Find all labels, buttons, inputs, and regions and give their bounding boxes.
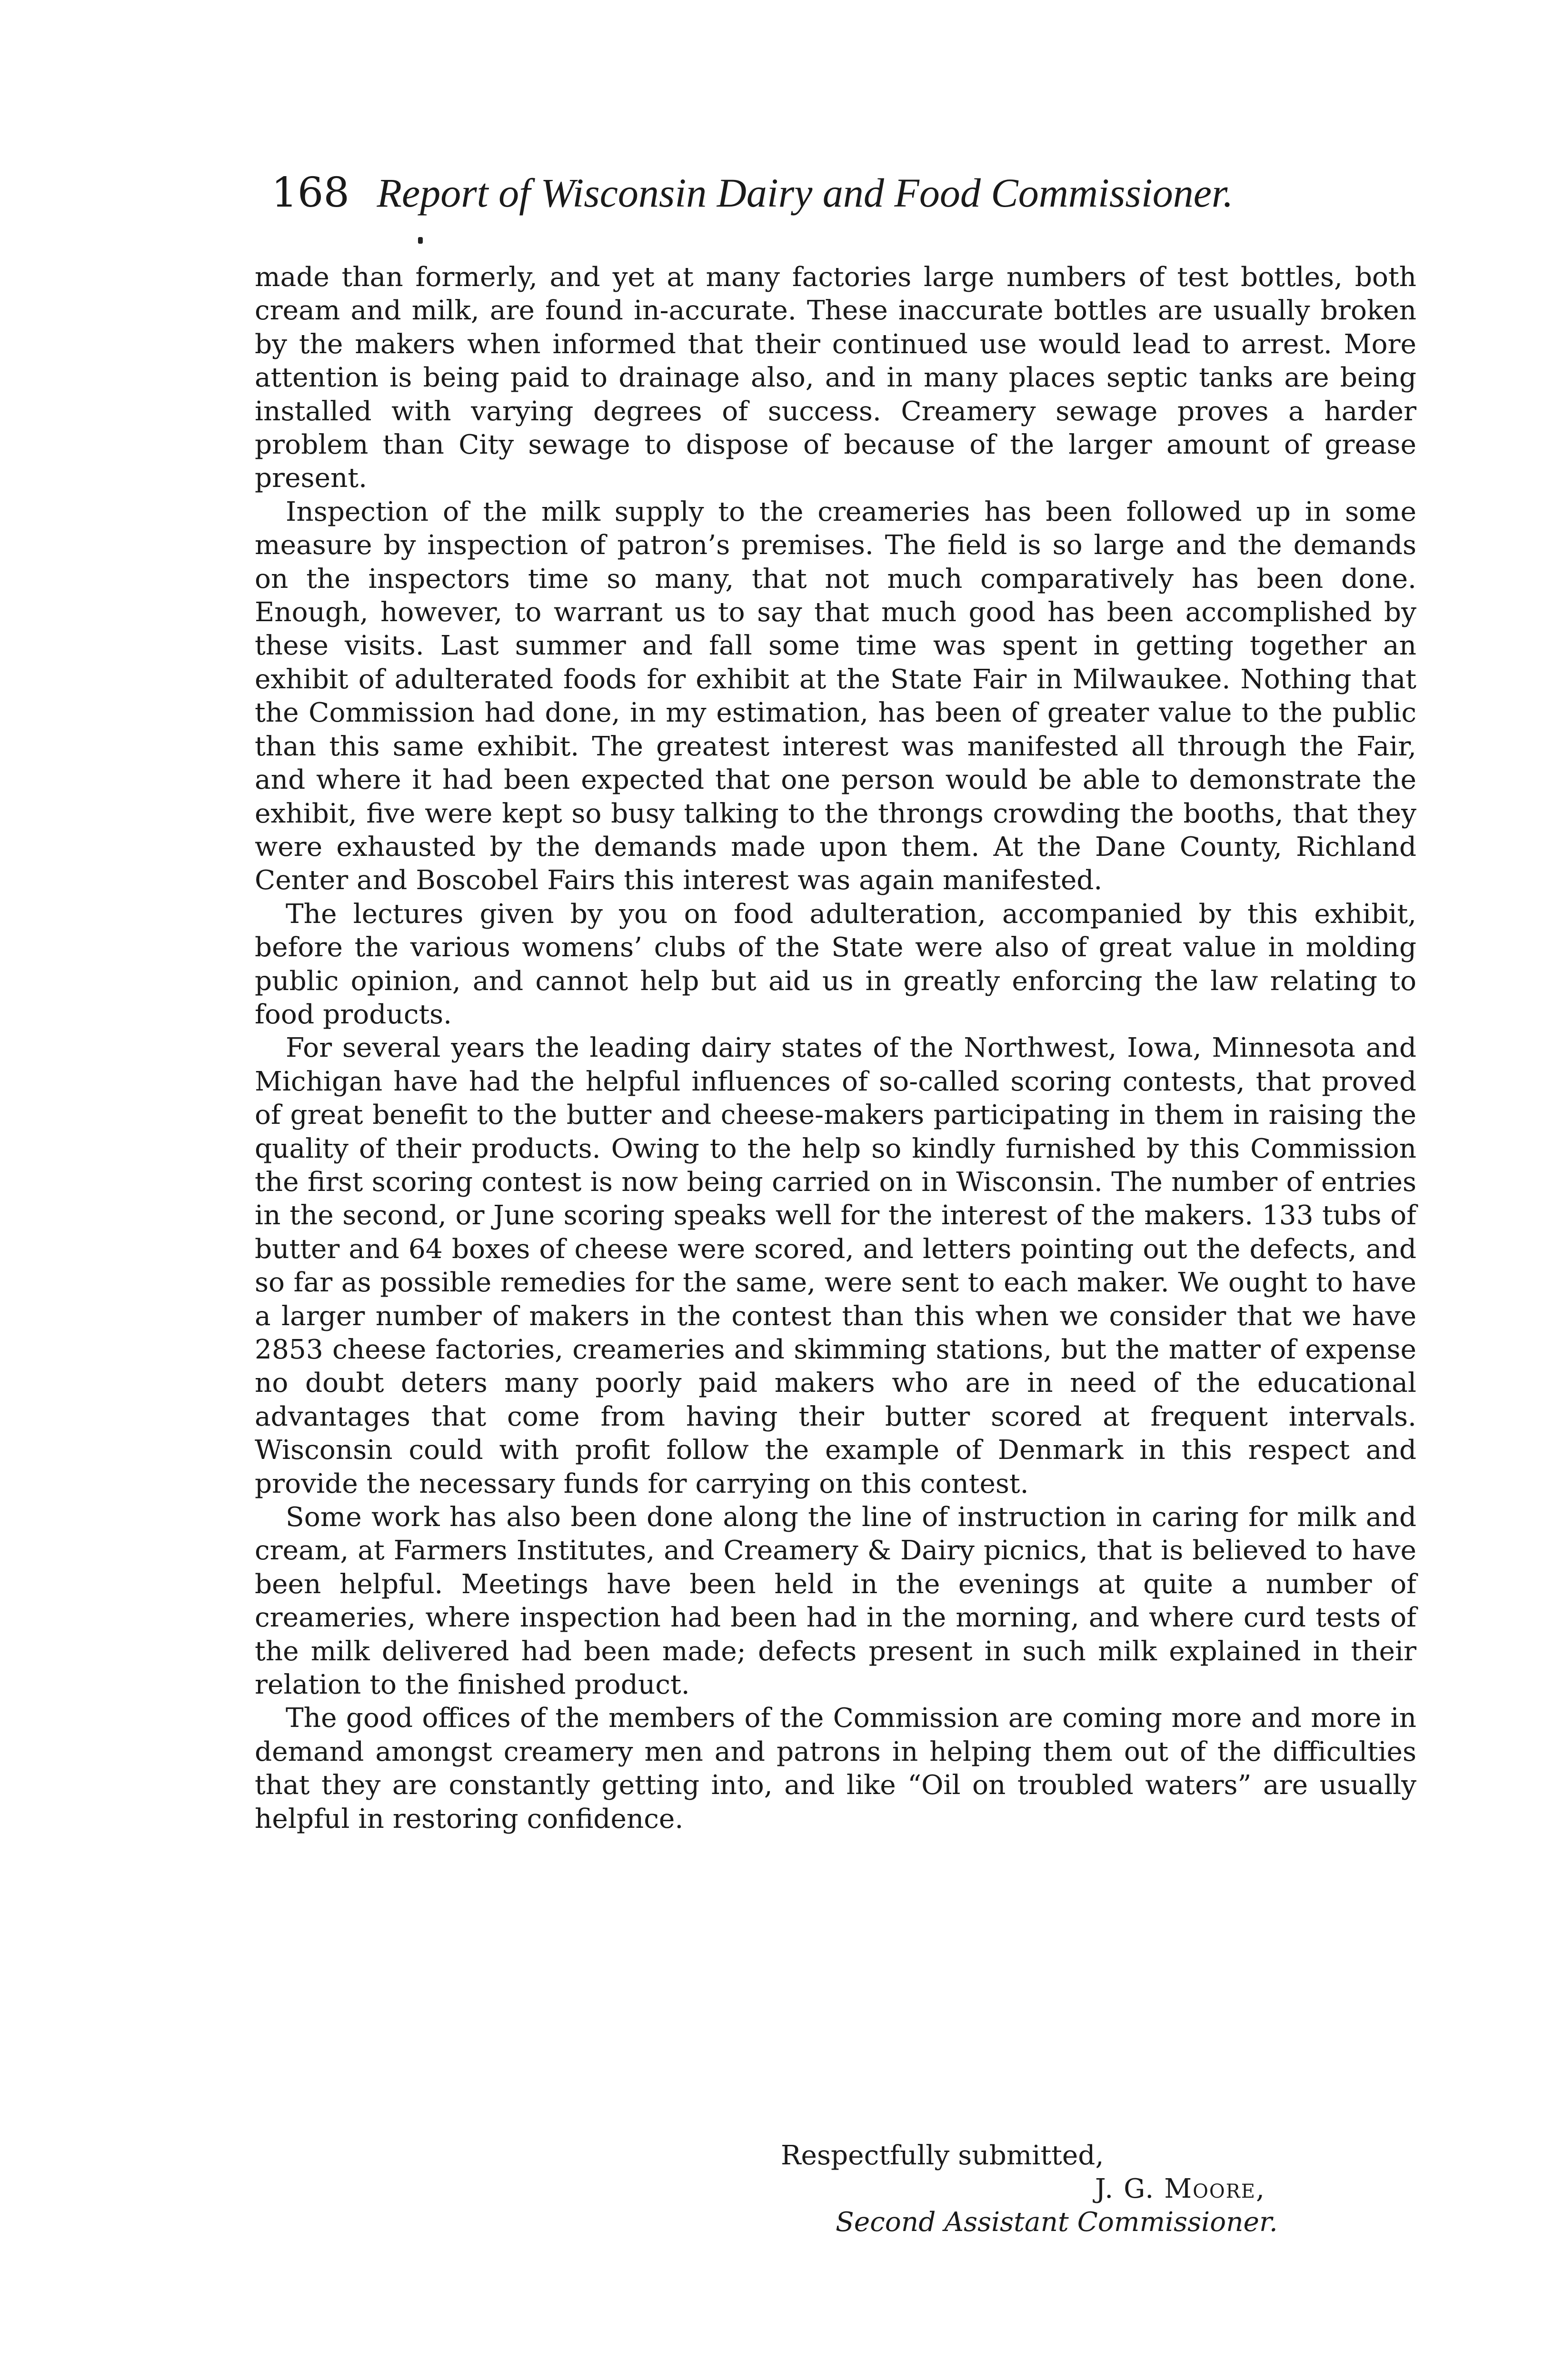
paragraph-lectures: The lectures given by you on food adulteration, accompanied by this exhibit, before the various womens’ clubs of the State were also of great value in molding public opinion, and cannot help but aid us in greatly enforcing the law relating to food products. — [255, 898, 1416, 1030]
paragraph-scoring-contests: For several years the leading dairy states of the Northwest, Iowa, Minnesota and Michigan have had the helpful influences of so-called scoring contests, that proved of great benefit to the butter and cheese-makers participating in them in raising the quality of their products. Owing to the help so kindly furnished by this Commission the first scoring contest is now being carried on in Wisconsin. The number of entries in the second, or June scoring speaks well for the interest of the makers. 133 tubs of butter and 64 boxes of cheese were scored, and letters pointing out the defects, and so far as possible remedies for the same, were sent to each maker. We ought to have a larger number of makers in the contest than this when we consider that we have 2853 cheese factories, creameries and skimming stations, but the matter of expense no doubt deters many poorly paid makers who are in need of the educational advantages that come from having their butter scored at frequent intervals. Wisconsin could with profit follow the example of Denmark in this respect and provide the necessary funds for carrying on this contest. — [255, 1032, 1416, 1499]
signature-name: J. G. Moore, — [1095, 2173, 1265, 2204]
paragraph-instruction: Some work has also been done along the line of instruction in caring for milk and cream, at Farmers Institutes, and Creamery & Dairy picnics, that is believed to have been helpful. Meetings have been held in the evenings at quite a number of creameries, where inspection had been had in the morning, and where curd tests of the milk delivered had been made; defects present in such milk explained in their relation to the finished product. — [255, 1502, 1416, 1701]
running-title: Report of Wisconsin Dairy and Food Commissioner. — [377, 170, 1234, 216]
body-text — [255, 261, 1416, 1836]
running-header — [271, 167, 1414, 219]
signature-block — [781, 2139, 1419, 2239]
paragraph-good-offices: The good offices of the members of the Commission are coming more and more in demand amongst creamery men and patrons in helping them out of the difficulties that they are constantly getting into, and like “Oil on troubled waters” are usually helpful in restoring confidence. — [255, 1703, 1416, 1835]
paragraph-milk-inspection: Inspection of the milk supply to the creameries has been followed up in some measure by inspection of patron’s premises. The field is so large and the demands on the inspectors time so many, that not much comparatively has been done. Enough, however, to warrant us to say that much good has been accomplished by these visits. Last summer and fall some time was spent in getting together an exhibit of adulterated foods for exhibit at the State Fair in Milwaukee. Nothing that the Commission had done, in my estimation, has been of greater value to the public than this same exhibit. The greatest interest was manifested all through the Fair, and where it had been expected that one person would be able to demonstrate the exhibit, five were kept so busy talking to the throngs crowding the booths, that they were exhausted by the demands made upon them. At the Dane County, Richland Center and Boscobel Fairs this interest was again manifested. — [255, 496, 1416, 896]
signature-title: Second Assistant Commissioner. — [836, 2207, 1278, 2238]
signature-closing: Respectfully submitted, — [781, 2140, 1104, 2171]
ink-speck — [418, 237, 423, 244]
paragraph-test-bottles: made than formerly, and yet at many factories large numbers of test bottles, both cream and milk, are found in-accurate. These inaccurate bottles are usually broken by the makers when informed that their continued use would lead to arrest. More attention is being paid to drainage also, and in many places septic tanks are being installed with varying degrees of success. Creamery sewage proves a harder problem than City sewage to dispose of because of the larger amount of grease present. — [255, 262, 1416, 494]
page-number: 168 — [271, 169, 350, 217]
